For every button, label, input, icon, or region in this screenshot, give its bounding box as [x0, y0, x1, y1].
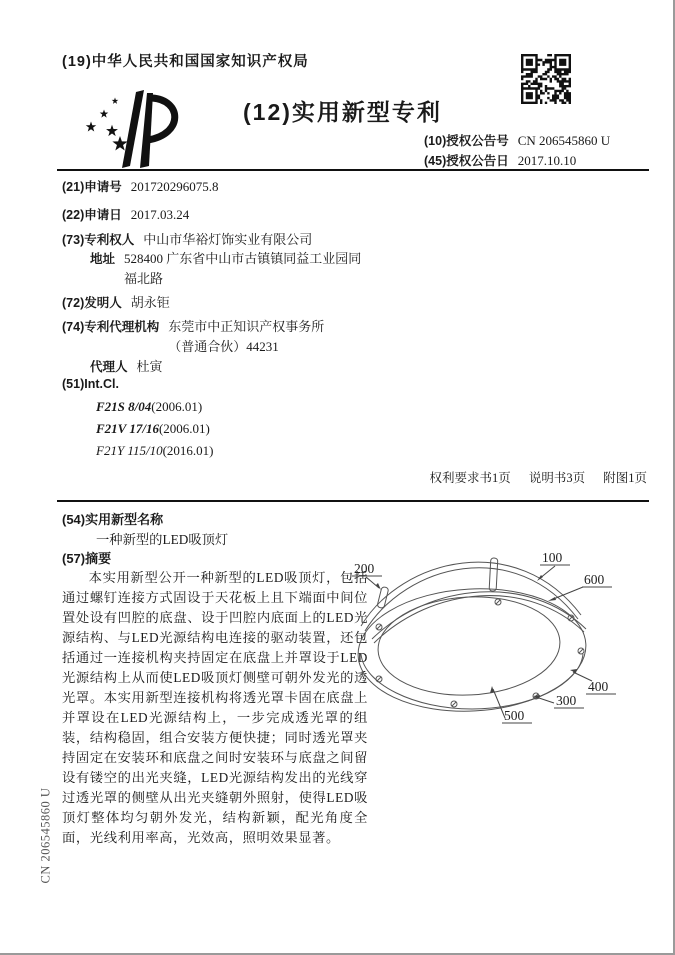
- intcl-label: (51)Int.Cl.: [62, 377, 119, 391]
- publication-info: [424, 131, 610, 171]
- ref-label-300: 300: [556, 693, 577, 708]
- abstract-section-label: (57)摘要: [62, 551, 112, 566]
- sidebar-publication-number: CN 206545860 U: [38, 787, 53, 884]
- patent-office-name: (19)中华人民共和国国家知识产权局: [62, 54, 309, 70]
- agency-row: [62, 317, 330, 357]
- publication-date-label: (45)授权公告日: [424, 154, 509, 168]
- intcl-entry: [96, 398, 202, 416]
- qr-code: [521, 53, 571, 105]
- intcl-version: (2006.01): [158, 421, 210, 436]
- abstract-text: 本实用新型公开一种新型的LED吸顶灯，包括通过螺钉连接方式固设于天花板上且下端面中间位置处设有凹腔的底盘、设于凹腔内底面上的LED光源结构、与LED光源结构电连接的驱动装置，还包括通过一连接机构夹持固定在底盘上并罩设于LED光源结构上从而使LED吸顶灯侧壁可朝外发光的透光罩。本实用新型连接机构将透光罩卡固在底盘上并罩设在LED光源结构上，一步完成透光罩的组装，结构稳固，组合安装方便快捷；同时透光罩夹持固定在安装环和底盘之间时安装环与底盘之间留设有镂空的出光夹缝，LED光源结构发出的光线穿过透光罩的侧壁从出光夹缝朝外照射，使得LED吸顶灯整体均匀朝外发光，结构新颖，配光角度全面，光线利用率高，光效高，照明效果显著。: [62, 570, 368, 845]
- claims-pages: 权利要求书1页: [429, 471, 511, 485]
- application-number-label: (21)申请号: [62, 180, 122, 194]
- agency-value: 东莞市中正知识产权事务所（普通合伙）44231: [168, 319, 325, 354]
- application-date-value: 2017.03.24: [130, 207, 190, 222]
- intcl-code: F21V 17/16: [96, 421, 159, 436]
- intcl-version: (2006.01): [151, 399, 203, 414]
- intcl-section: [62, 377, 119, 391]
- monument-p-icon: [122, 90, 175, 168]
- agent-value: 杜寅: [136, 359, 163, 374]
- agent-row: [90, 356, 163, 376]
- intcl-code: F21S 8/04: [96, 399, 152, 414]
- document-type-title: (12)实用新型专利: [243, 99, 442, 125]
- application-number-value: 201720296075.8: [130, 179, 219, 194]
- title-section-label: (54)实用新型名称: [62, 512, 164, 527]
- intcl-code: F21Y 115/10: [96, 443, 163, 458]
- publication-number-label: (10)授权公告号: [424, 134, 509, 148]
- inventor-label: (72)发明人: [62, 296, 122, 310]
- agent-label: 代理人: [90, 360, 128, 374]
- address-value: 528400 广东省中山市古镇镇同益工业园同福北路: [124, 251, 362, 286]
- intcl-version: (2016.01): [162, 443, 214, 458]
- application-date-label: (22)申请日: [62, 208, 122, 222]
- patentee-value: 中山市华裕灯饰实业有限公司: [143, 232, 313, 247]
- publication-date-row: [424, 151, 610, 171]
- intcl-entry: [96, 442, 214, 460]
- lamp-outline: [355, 558, 589, 717]
- application-date-row: [62, 205, 189, 224]
- cnipa-logo-icon: [78, 88, 190, 176]
- figure-drawing: [352, 542, 662, 752]
- address-row: [90, 249, 364, 289]
- ref-label-600: 600: [584, 572, 605, 587]
- divider-top: [57, 169, 649, 171]
- leader-arrows: [376, 575, 577, 699]
- publication-number-value: CN 206545860 U: [517, 133, 611, 148]
- ref-label-100: 100: [542, 550, 563, 565]
- drawing-pages: 附图1页: [603, 471, 647, 485]
- patentee-label: (73)专利权人: [62, 233, 135, 247]
- inventor-row: [62, 292, 170, 312]
- patentee-row: [62, 229, 312, 249]
- publication-date-value: 2017.10.10: [517, 153, 577, 168]
- invention-title: 一种新型的LED吸顶灯: [96, 532, 229, 547]
- application-number-row: [62, 177, 218, 196]
- divider-middle: [57, 500, 649, 502]
- publication-number-row: [424, 131, 610, 151]
- pages-summary: [429, 468, 647, 486]
- ref-label-400: 400: [588, 679, 609, 694]
- ref-label-500: 500: [504, 708, 525, 723]
- intcl-entry: [96, 420, 210, 438]
- description-pages: 说明书3页: [528, 471, 586, 485]
- address-label: 地址: [90, 252, 116, 266]
- star-icon: [86, 98, 128, 151]
- inventor-value: 胡永钜: [130, 295, 170, 310]
- ref-label-200: 200: [354, 561, 375, 576]
- agency-label: (74)专利代理机构: [62, 320, 160, 334]
